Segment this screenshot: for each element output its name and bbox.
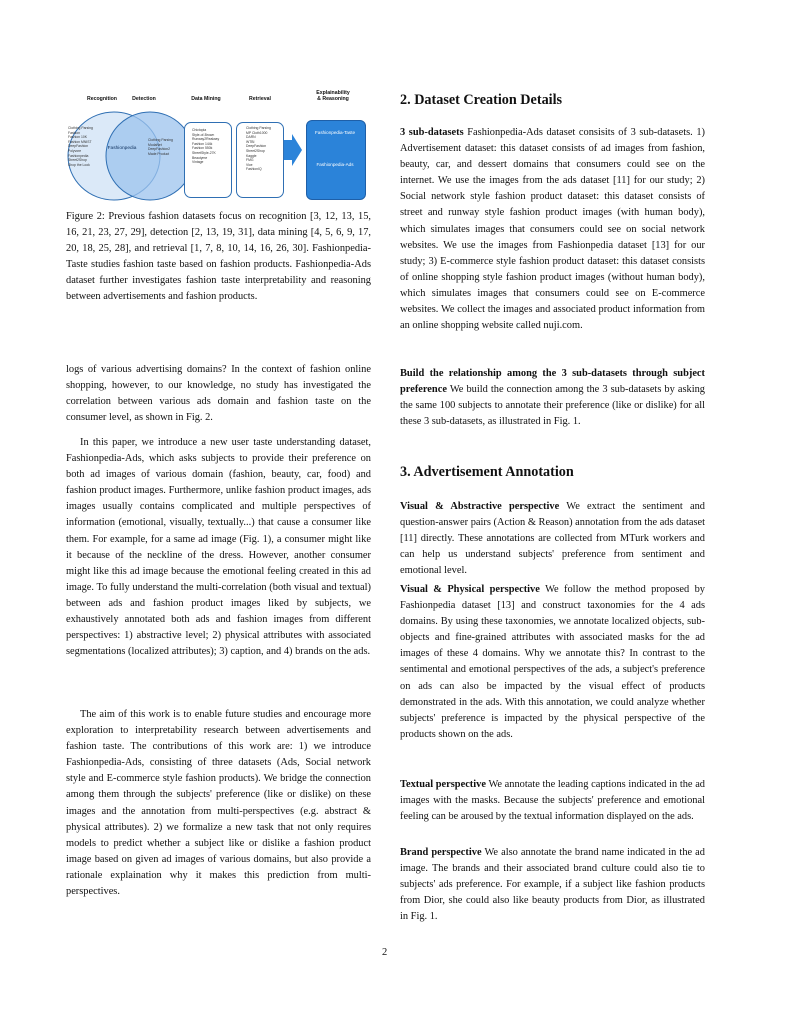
data-mining-list: Chictopia Style-of-Brown Runway2Realway Fashion 144k Fashion 550k StreetStyle-27K Beautyme Vintage <box>192 128 220 165</box>
figure-2-diagram <box>66 90 371 202</box>
brand-text: We also annotate the brand name indicated in the ad image. The brands and their associated brand culture could also tie to subjects' ads preference. For example, if a subject like fashion products from Dior, she could also like beauty products from Dior, as illustrated in Fig. 1. <box>400 847 705 923</box>
header-detection: Detection <box>132 96 156 102</box>
textual-paragraph <box>400 777 705 825</box>
arrow-icon <box>284 134 302 166</box>
textual-title: Textual perspective <box>400 779 486 790</box>
visual-abstractive-title: Visual & Abstractive perspective <box>400 501 560 512</box>
relationship-title: Build the relationship among the 3 sub-datasets through subject preference <box>400 368 705 396</box>
visual-physical-text: We follow the method proposed by Fashionpedia dataset [13] and construct taxonomies for the 4 ads domains. By using these taxonomies, we annotate localized objects, sub-objects and fine-grained attributes with associated masks for the ad images of these 4 domains. Why we annotate this? In contrast to the sentimental and emotional perspectives of the ads, a subject's preference on ads can also be impacted by the visual effect of products demonstrated in the ads. With this annotation, we could analyze whether subjects' preference is impacted by the physical perspective of the products shown on the ads. <box>400 584 706 740</box>
section-2-heading: 2. Dataset Creation Details <box>400 92 563 108</box>
relationship-paragraph <box>400 366 705 430</box>
visual-abstractive-text: We extract the sentiment and question-answer pairs (Action & Reason) annotation from the ads dataset [11] directly. These annotations are collected from MTurk workers and can help us understand subjects' preference from sentiment and emotional level. <box>400 501 705 577</box>
visual-physical-paragraph <box>400 582 705 743</box>
brand-paragraph <box>400 845 705 925</box>
subdatasets-title: 3 sub-datasets <box>400 127 464 138</box>
venn-left-list: Clothing Parsing Fashion Fashion 10K Fashion MNIST DeepFashion Polyvore Fashionpedia Street2Shop Shop the Look <box>68 126 93 167</box>
header-retrieval: Retrieval <box>249 96 271 102</box>
venn-right-list: Clothing Parsing ModaNet DeepFashion2 Made Product <box>148 138 173 156</box>
fashionpedia-ads-label: Fashionpedia-Ads <box>316 162 354 167</box>
header-explainability: Explainability & Reasoning <box>316 90 350 102</box>
header-recognition: Recognition <box>87 96 117 102</box>
section-3-heading: 3. Advertisement Annotation <box>400 464 574 480</box>
visual-abstractive-paragraph <box>400 499 705 579</box>
fashionpedia-taste-label: Fashionpedia-Taste <box>314 130 356 135</box>
subdatasets-paragraph <box>400 125 705 334</box>
visual-physical-title: Visual & Physical perspective <box>400 584 540 595</box>
figure-caption: Figure 2: Previous fashion datasets focus on recognition [3, 12, 13, 15, 16, 21, 23, 27, 29], detection [2, 13, 19, 31], data mining [4, 5, 6, 9, 17, 20, 18, 25, 28], and retrieval [1, 7, 8, 10, 14, 16, 26, 30]. Fashionpedia-Taste studies fashion taste based on fashion products. Fashionpedia-Ads dataset further investigates fashion taste interpretability and reasoning between advertisements and fashion products. <box>66 211 371 303</box>
left-paragraph-1: logs of various advertising domains? In the context of fashion online shopping, however, to our knowledge, no study has investigated the correlation between various ads domain and fashion taste on the consumer level, as shown in Fig. 2. <box>66 364 371 424</box>
left-paragraph-2: In this paper, we introduce a new user taste understanding dataset, Fashionpedia-Ads, which asks subjects to provide their preference on both ad images of various domain (fashion, beauty, car, food) and fashion product images. Furthermore, unlike fashion product images, ads images usually contains complicated and multiple perspectives of information (emotional, visually, textually...) that cause a consumer like them. For example, for a same ad image (Fig. 1), a consumer might like it because of the neckline of the dress. However, another consumer might like this ad image because the emotional feeling created in this ad image. To fully understand the multi-correlation (both visual and textual) between ads and fashion product images liked by subjects, we exhaustively annotated both ads and fashion images from different perspectives: 1) abstractive level; 2) physical attributes with associated segmentations (localized attributes); 3) caption, and 4) brands on the ads. <box>66 437 371 658</box>
page-number: 2 <box>382 947 388 958</box>
relationship-text: We build the connection among the 3 sub-datasets by asking the same 100 subjects to annotate their preference (like or dislike) for all these 3 sub-datasets, as illustrated in Fig. 1. <box>400 384 705 428</box>
venn-center-label: Fashionpedia <box>107 146 137 151</box>
textual-text: We annotate the leading captions indicated in the ad images with the masks. Because the subjects' preference and emotional feeling can be aroused by the textual information displayed on the ads. <box>400 779 705 823</box>
left-paragraph-3: The aim of this work is to enable future studies and encourage more exploration to interpretability research between advertisements and fashion taste. The contributions of this work are: 1) we introduce Fashionpedia-Ads, consisting of three datasets (Ads, Social network style and E-commerce style fashion products). We bridge the connection among them through the subjects' preference (like or dislike) on these images and the annotation from multi-perspectives (e.g. abstract & physical attributes). 2) we formalize a new task that not only requires models to predict whether a subject like or dislike a fashion product image based on given ad images of various domains, but also provide a rationale explaination why it makes this prediction from multi-perspectives. <box>66 709 371 898</box>
retrieval-list: Clothing Parsing MP Cloth1000 DARN WTBI DeepFashion Street2Shop Kaggle FMG Vice FashionIQ <box>246 126 271 172</box>
header-data-mining: Data Mining <box>191 96 221 102</box>
subdatasets-text: Fashionpedia-Ads dataset consisits of 3 sub-datasets. 1) Advertisement dataset: this dataset consists of ad images from fashion, beauty, car, and dessert domains that consumers could see on the internet. We use the images from the ads dataset [11] for our study; 2) Social network style fashion product dataset: this dataset consists of street and runway style fashion product images (with human body), which simulates images that consumers could see on social network websites. We use the images from Fashionpedia dataset [13] for our study; 3) E-commerce style fashion product dataset: this dataset consists of online shopping style fashion product images (without human body), which simulates images that consumers could see on E-commerce websites. We collect the images and associated product information from an online shopping website called nuji.com. <box>400 127 705 332</box>
brand-title: Brand perspective <box>400 847 482 858</box>
